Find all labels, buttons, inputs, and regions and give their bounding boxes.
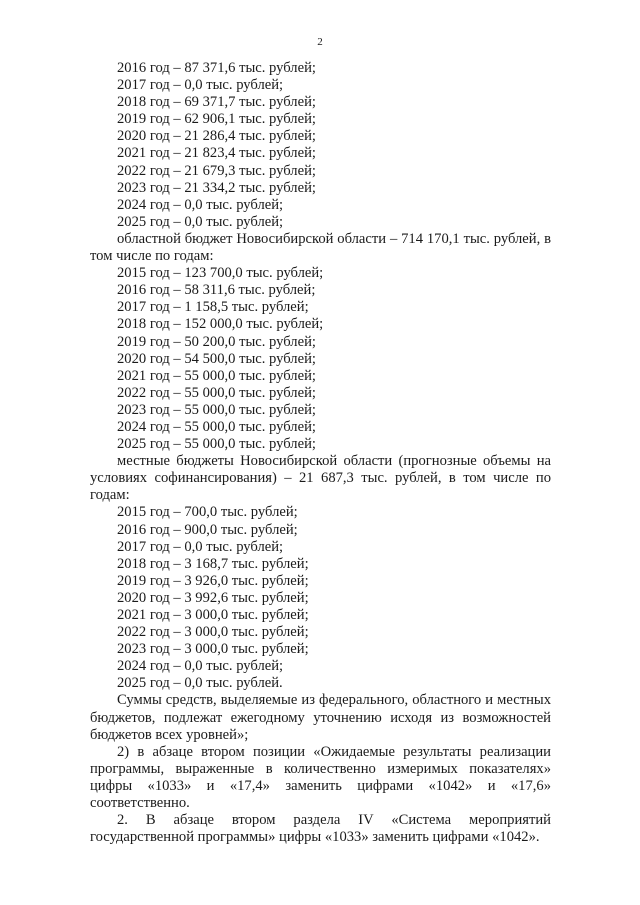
year-line: 2020 год – 3 992,6 тыс. рублей; — [117, 589, 309, 606]
year-line: 2022 год – 21 679,3 тыс. рублей; — [117, 162, 316, 179]
year-line: 2018 год – 152 000,0 тыс. рублей; — [117, 316, 324, 333]
year-line: 2016 год – 87 371,6 тыс. рублей; — [117, 60, 316, 76]
year-line: 2017 год – 0,0 тыс. рублей; — [117, 538, 284, 555]
budget-sums-paragraph: Суммы средств, выделяемые из федерального, областного и местных бюджетов, подлежат ежегодному уточнению исходя из возможностей бюджетов всех уровней»; — [90, 692, 551, 743]
year-line: 2016 год – 58 311,6 тыс. рублей; — [117, 282, 316, 299]
federal-budget-years-list — [90, 60, 551, 231]
document-body — [90, 60, 551, 846]
amendment-item-2-paragraph: 2) в абзаце втором позиции «Ожидаемые результаты реализации программы, выраженные в количественно измеримых показателях» цифры «1033» и «17,4» заменить цифрами «1042» и «17,6» соответственно. — [90, 743, 551, 812]
year-line: 2022 год – 55 000,0 тыс. рублей; — [117, 384, 316, 401]
year-line: 2023 год – 21 334,2 тыс. рублей; — [117, 179, 316, 196]
page-number: 2 — [317, 36, 323, 48]
regional-budget-paragraph: областной бюджет Новосибирской области – 714 170,1 тыс. рублей, в том числе по годам: — [90, 230, 551, 265]
year-line: 2025 год – 0,0 тыс. рублей; — [117, 213, 284, 230]
year-line: 2023 год – 55 000,0 тыс. рублей; — [117, 401, 316, 418]
year-line: 2021 год – 3 000,0 тыс. рублей; — [117, 607, 309, 623]
year-line: 2018 год – 69 371,7 тыс. рублей; — [117, 94, 316, 111]
year-line: 2021 год – 55 000,0 тыс. рублей; — [117, 367, 316, 384]
year-line: 2024 год – 55 000,0 тыс. рублей; — [117, 418, 316, 435]
year-line: 2024 год – 0,0 тыс. рублей; — [117, 658, 284, 675]
year-line: 2022 год – 3 000,0 тыс. рублей; — [117, 624, 309, 641]
year-line: 2019 год – 3 926,0 тыс. рублей; — [117, 572, 309, 589]
local-budgets-paragraph: местные бюджеты Новосибирской области (прогнозные объемы на условиях софинансирования) – 21 687,3 тыс. рублей, в том числе по годам: — [90, 453, 551, 504]
year-line: 2019 год – 50 200,0 тыс. рублей; — [117, 333, 316, 350]
year-line: 2024 год – 0,0 тыс. рублей; — [117, 196, 284, 213]
year-line: 2017 год – 1 158,5 тыс. рублей; — [117, 299, 309, 316]
regional-budget-years-list — [90, 265, 551, 453]
year-line: 2025 год – 0,0 тыс. рублей. — [117, 675, 283, 692]
year-line: 2019 год – 62 906,1 тыс. рублей; — [117, 111, 316, 128]
year-line: 2020 год – 54 500,0 тыс. рублей; — [117, 350, 316, 367]
year-line: 2025 год – 55 000,0 тыс. рублей; — [117, 436, 316, 453]
year-line: 2020 год – 21 286,4 тыс. рублей; — [117, 128, 316, 145]
year-line: 2015 год – 123 700,0 тыс. рублей; — [117, 265, 324, 282]
year-line: 2015 год – 700,0 тыс. рублей; — [117, 504, 298, 521]
year-line: 2023 год – 3 000,0 тыс. рублей; — [117, 641, 309, 658]
local-budgets-years-list — [90, 504, 551, 692]
year-line: 2017 год – 0,0 тыс. рублей; — [117, 77, 284, 94]
year-line: 2021 год – 21 823,4 тыс. рублей; — [117, 145, 316, 162]
year-line: 2016 год – 900,0 тыс. рублей; — [117, 521, 298, 538]
year-line: 2018 год – 3 168,7 тыс. рублей; — [117, 555, 309, 572]
amendment-section-iv-paragraph: 2. В абзаце втором раздела IV «Система мероприятий государственной программы» цифры «1033» заменить цифрами «1042». — [90, 812, 551, 846]
